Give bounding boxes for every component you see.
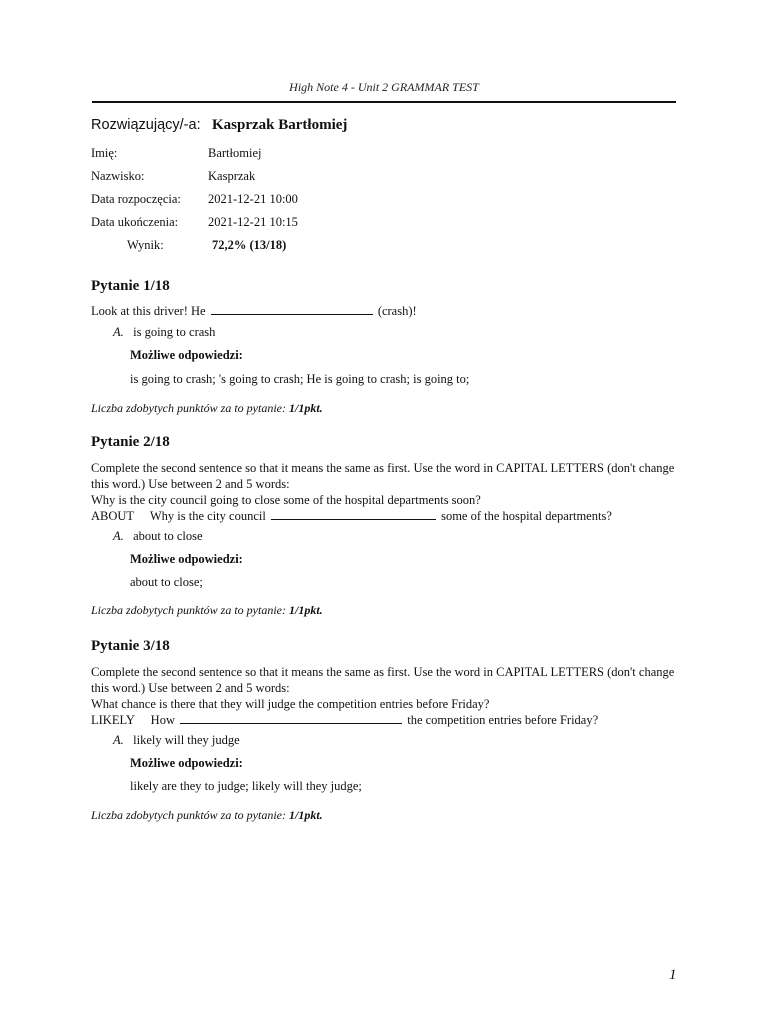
answer-text: about to close: [133, 529, 203, 543]
question-1-points: [91, 401, 323, 416]
question-3-possible-answers: likely are they to judge; likely will they judge;: [130, 779, 362, 793]
question-2-text-after: some of the hospital departments?: [441, 509, 612, 523]
answer-blank: [180, 712, 402, 724]
answer-text: is going to crash: [133, 325, 216, 339]
last-name-label: Nazwisko:: [91, 169, 145, 183]
points-value: 1/1pkt.: [288, 808, 323, 822]
question-2-sentence: Why is the city council going to close some of the hospital departments soon?: [91, 493, 481, 507]
answer-text: likely will they judge: [133, 733, 240, 747]
keyword: ABOUT: [91, 509, 134, 523]
end-date-value: 2021-12-21 10:15: [208, 215, 298, 229]
question-1-answer: [113, 325, 215, 340]
keyword: LIKELY: [91, 713, 135, 727]
start-date-label: Data rozpoczęcia:: [91, 192, 181, 206]
question-1-heading: Pytanie 1/18: [91, 278, 170, 294]
document-title: High Note 4 - Unit 2 GRAMMAR TEST: [289, 80, 479, 94]
points-label: Liczba zdobytych punktów za to pytanie:: [91, 401, 286, 415]
first-name-label: Imię:: [91, 146, 118, 160]
question-3-transform: [91, 712, 681, 728]
info-row-end-date: [91, 215, 298, 230]
question-3-heading: Pytanie 3/18: [91, 638, 170, 654]
question-1-text-before: Look at this driver! He: [91, 304, 206, 318]
question-2-instruction: Complete the second sentence so that it means the same as first. Use the word in CAPITAL LETTERS (don't change this word.) Use between 2 and 5 words:: [91, 461, 675, 491]
question-2-points: [91, 603, 323, 618]
points-value: 1/1pkt.: [288, 603, 323, 617]
question-1-text-after: (crash)!: [377, 304, 417, 318]
answer-letter: A.: [113, 529, 124, 543]
question-3-answer: [113, 733, 240, 748]
question-2-answer: [113, 529, 203, 544]
solver-label: Rozwiązujący/-a:: [91, 117, 201, 133]
info-row-last-name: [91, 169, 256, 184]
question-3-instruction: Complete the second sentence so that it means the same as first. Use the word in CAPITAL LETTERS (don't change this word.) Use between 2 and 5 words:: [91, 665, 675, 695]
points-label: Liczba zdobytych punktów za to pytanie:: [91, 603, 286, 617]
question-2-heading: Pytanie 2/18: [91, 434, 170, 450]
solver-name: Kasprzak Bartłomiej: [212, 117, 348, 133]
question-3-sentence: What chance is there that they will judge the competition entries before Friday?: [91, 697, 490, 711]
question-1-possible-label: Możliwe odpowiedzi:: [130, 348, 243, 362]
last-name-value: Kasprzak: [208, 169, 256, 183]
points-value: 1/1pkt.: [288, 401, 323, 415]
header-divider: [92, 101, 676, 103]
question-1-possible-answers: is going to crash; 's going to crash; He is going to crash; is going to;: [130, 372, 470, 386]
answer-blank: [271, 508, 436, 520]
points-label: Liczba zdobytych punktów za to pytanie:: [91, 808, 286, 822]
question-3-text-after: the competition entries before Friday?: [407, 713, 599, 727]
info-row-start-date: [91, 192, 298, 207]
first-name-value: Bartłomiej: [208, 146, 262, 160]
start-date-value: 2021-12-21 10:00: [208, 192, 298, 206]
end-date-label: Data ukończenia:: [91, 215, 179, 229]
info-row-score: [91, 238, 287, 253]
question-3-points: [91, 808, 323, 823]
page-number: 1: [669, 967, 677, 983]
question-2-prompt: [91, 460, 681, 524]
score-label: Wynik:: [127, 238, 164, 252]
question-1-prompt: [91, 303, 681, 319]
answer-letter: A.: [113, 733, 124, 747]
answer-letter: A.: [113, 325, 124, 339]
question-3-text-before: How: [150, 713, 175, 727]
question-3-possible-label: Możliwe odpowiedzi:: [130, 756, 243, 770]
score-value: 72,2% (13/18): [212, 238, 287, 252]
answer-blank: [211, 303, 373, 315]
question-2-transform: [91, 508, 681, 524]
question-2-possible-label: Możliwe odpowiedzi:: [130, 552, 243, 566]
question-3-prompt: [91, 664, 681, 728]
question-2-possible-answers: about to close;: [130, 575, 203, 589]
solver-row: [91, 117, 348, 134]
question-2-text-before: Why is the city council: [149, 509, 266, 523]
info-row-first-name: [91, 146, 262, 161]
